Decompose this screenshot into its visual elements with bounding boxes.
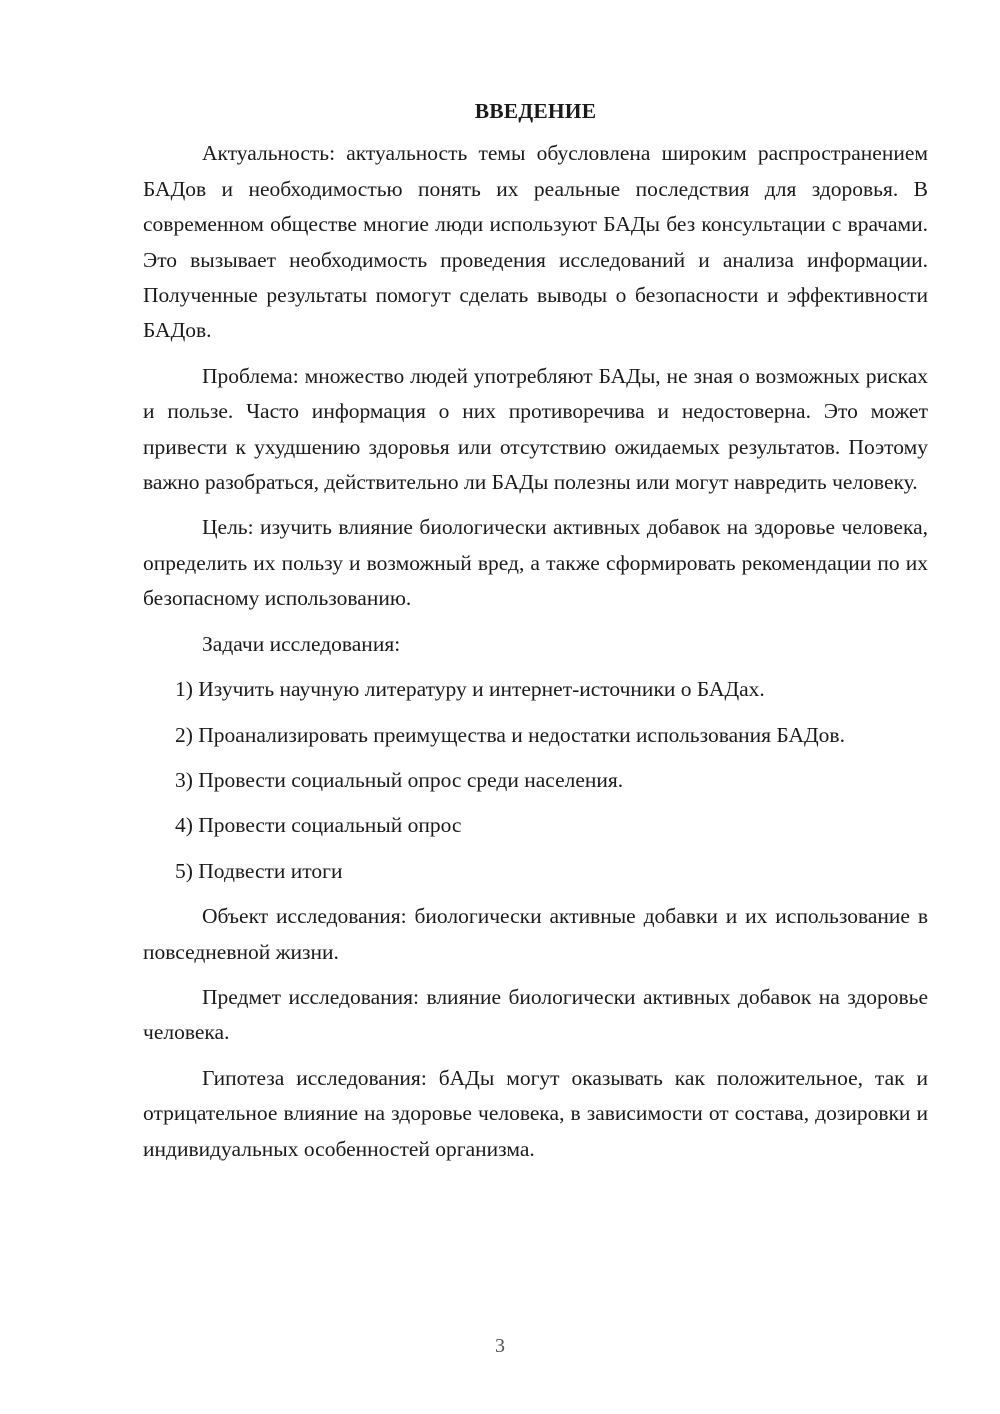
task-item-1: 1) Изучить научную литературу и интернет-источники о БАДах. xyxy=(175,677,765,702)
paragraph-problem: Проблема: множество людей употребляют БАДы, не зная о возможных рисках и пользе. Часто информация о них противоречива и недостоверна. Это может привести к ухудшению здоровья или отсутствию ожидаемых результатов. Поэтому важно разобраться, действительно ли БАДы полезны или могут навредить человеку. xyxy=(143,363,928,495)
paragraph-hypothesis: Гипотеза исследования: бАДы могут оказывать как положительное, так и отрицательное влияние на здоровье человека, в зависимости от состава, дозировки и индивидуальных особенностей организма. xyxy=(143,1065,928,1161)
task-item-5: 5) Подвести итоги xyxy=(175,858,343,883)
document-body xyxy=(143,94,928,1167)
task-item-3: 3) Провести социальный опрос среди населения. xyxy=(175,767,624,792)
paragraph-relevance: Актуальность: актуальность темы обусловлена широким распространением БАДов и необходимостью понять их реальные последствия для здоровья. В современном обществе многие люди используют БАДы без консультации с врачами. Это вызывает необходимость проведения исследований и анализа информации. Полученные результаты помогут сделать выводы о безопасности и эффективности БАДов. xyxy=(143,141,928,343)
task-item-2: 2) Проанализировать преимущества и недостатки использования БАДов. xyxy=(175,722,845,747)
task-item-4: 4) Провести социальный опрос xyxy=(175,813,462,838)
paragraph-goal: Цель: изучить влияние биологически активных добавок на здоровье человека, определить их пользу и возможный вред, а также сформировать рекомендации по их безопасному использованию. xyxy=(143,515,928,611)
paragraph-object: Объект исследования: биологически активные добавки и их использование в повседневной жизни. xyxy=(143,904,928,964)
page-number: 3 xyxy=(495,1335,505,1357)
paragraph-tasks-heading: Задачи исследования: xyxy=(202,631,401,656)
paragraph-subject: Предмет исследования: влияние биологически активных добавок на здоровье человека. xyxy=(143,984,928,1045)
section-title: ВВЕДЕНИЕ xyxy=(474,99,597,123)
